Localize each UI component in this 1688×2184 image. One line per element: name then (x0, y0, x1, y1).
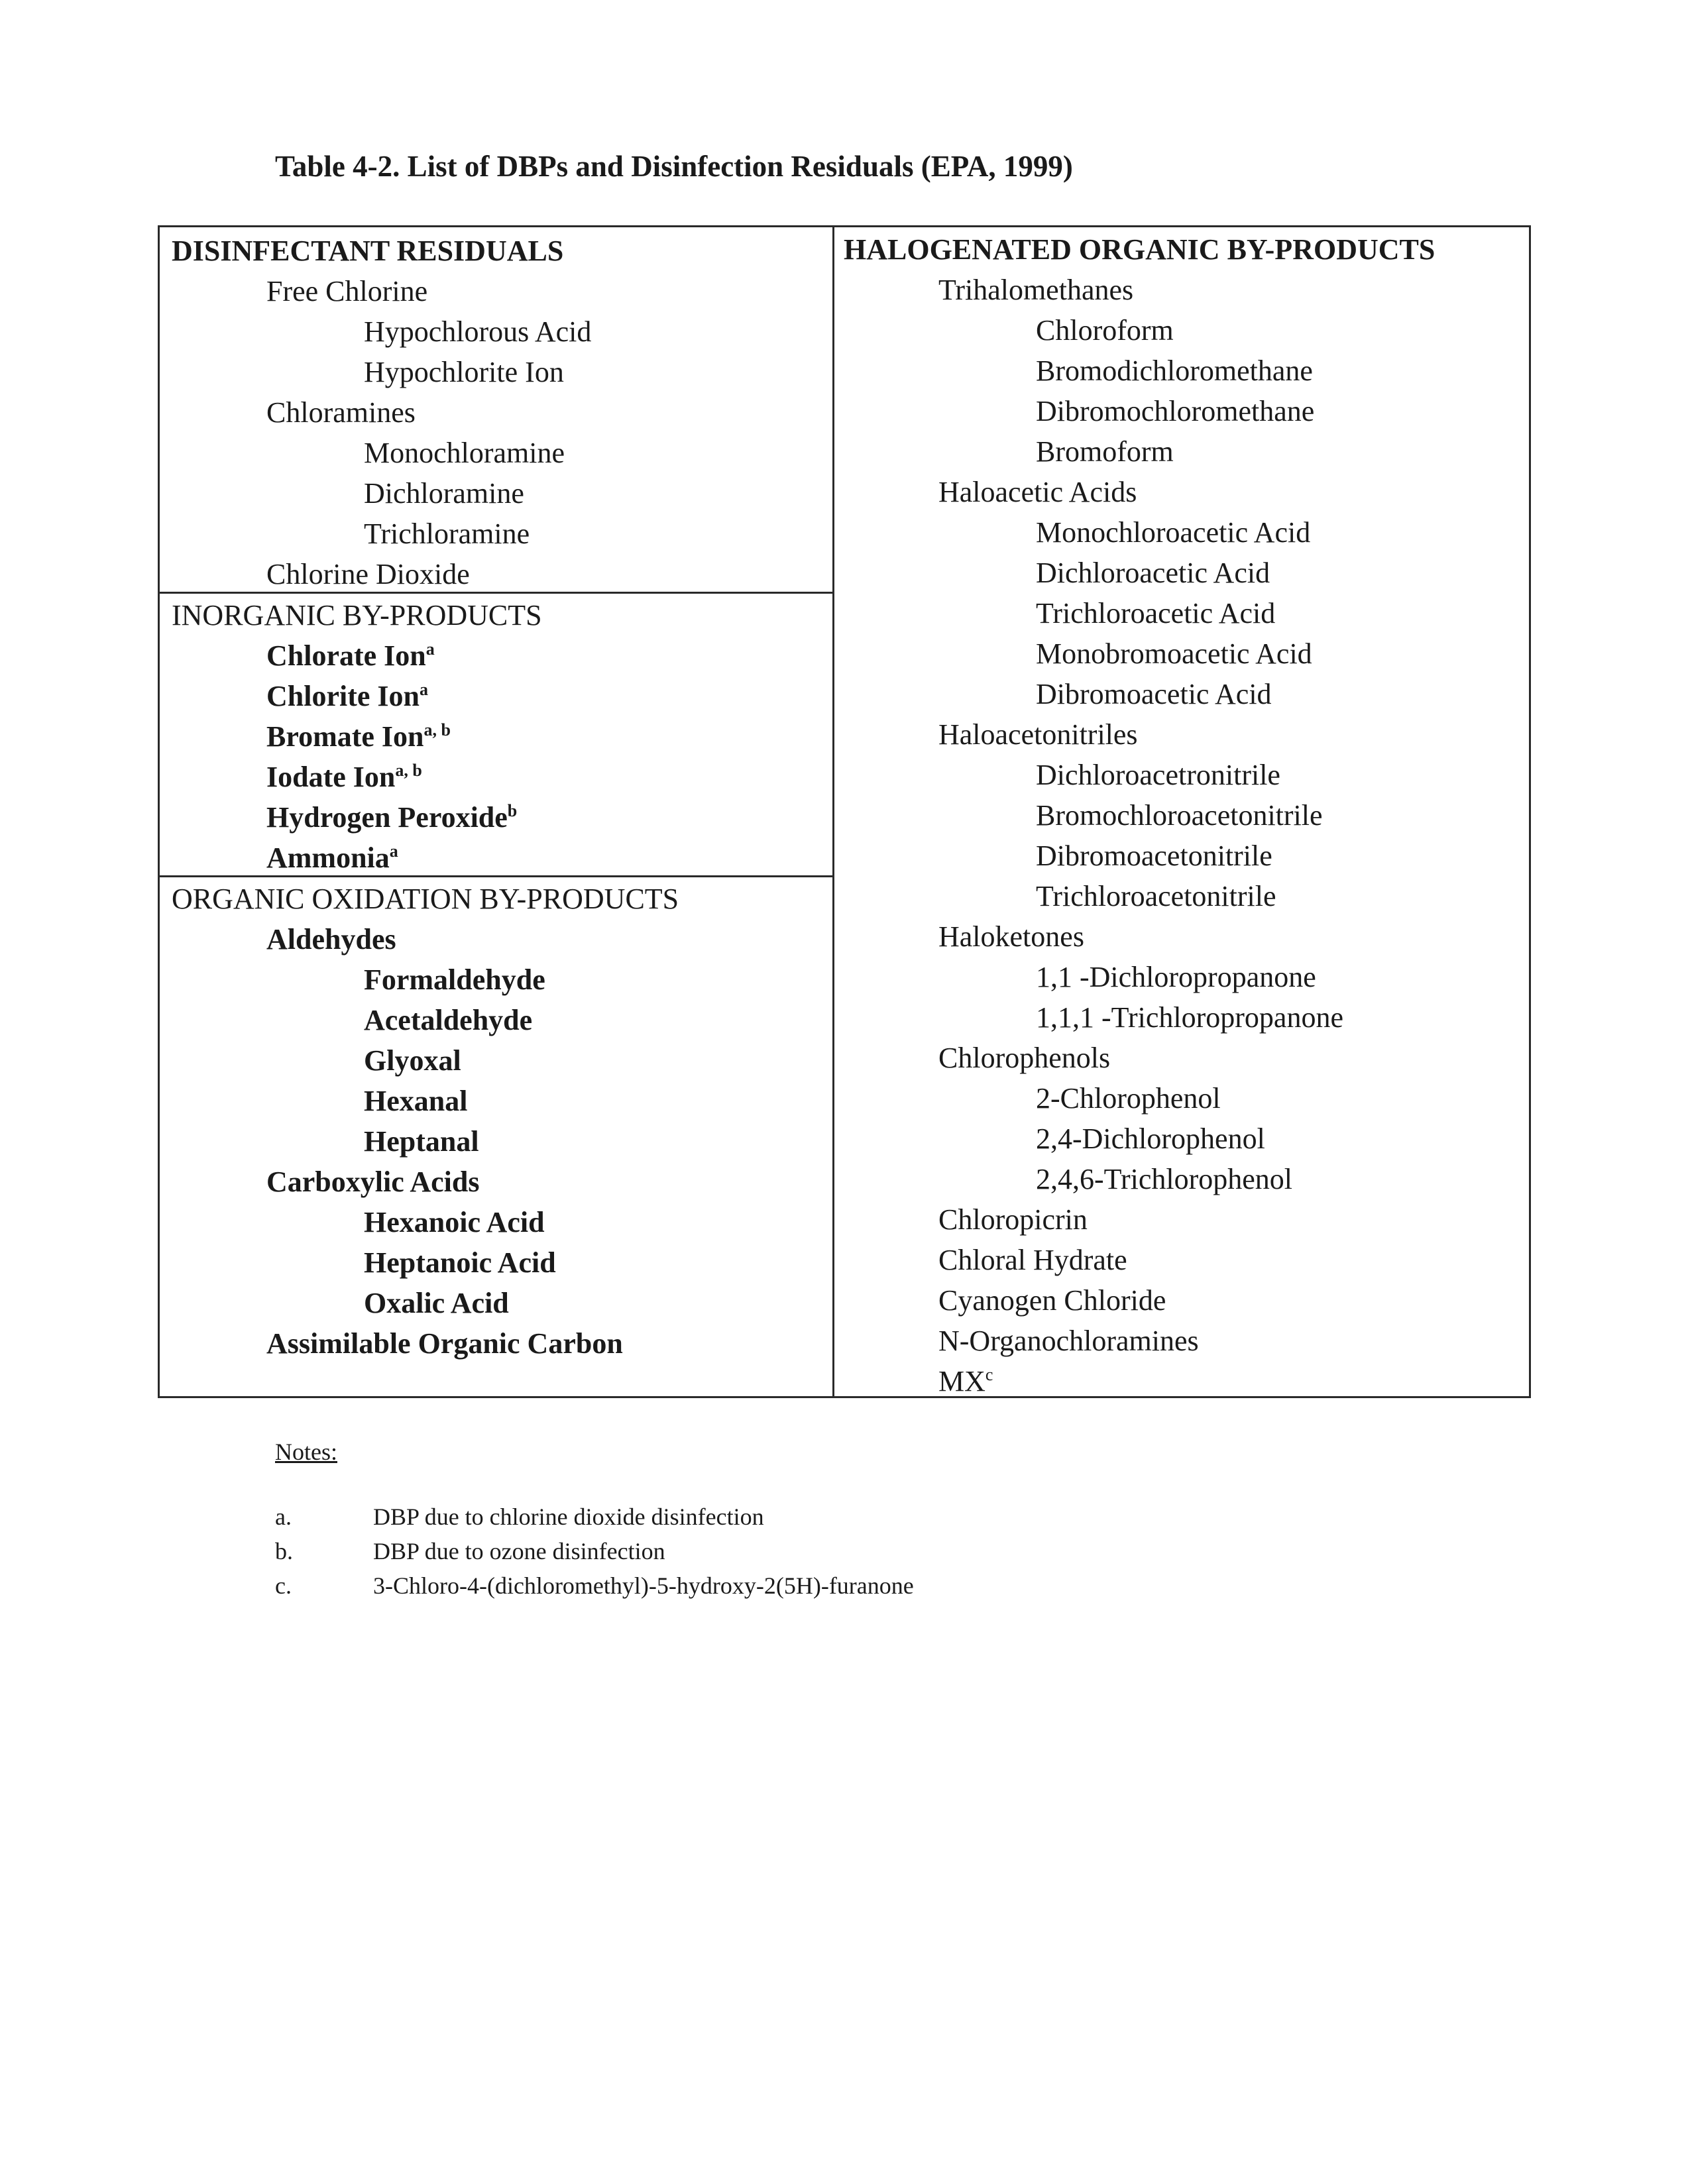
list-item (844, 512, 1435, 553)
item-label: Hexanoic Acid (364, 1206, 545, 1238)
footnote-marker: a, b (395, 761, 422, 780)
item-label: Iodate Ion (266, 761, 396, 793)
inorganic-by-products-header: INORGANIC BY-PRODUCTS (172, 599, 542, 631)
list-item (844, 431, 1435, 472)
item-label: Dichloramine (364, 477, 524, 510)
list-item (172, 433, 591, 473)
note-key: c. (275, 1572, 292, 1599)
list-item (844, 593, 1435, 633)
footnote-marker: a (420, 680, 428, 699)
list-item (844, 633, 1435, 674)
list-item (172, 797, 542, 838)
item-label: Bromate Ion (266, 720, 424, 753)
list-item (844, 1280, 1435, 1321)
list-item (172, 1000, 679, 1040)
item-label: Dibromochloromethane (1036, 395, 1315, 427)
list-item (172, 838, 542, 878)
list-item (172, 554, 591, 594)
item-label: Dichloroacetronitrile (1036, 759, 1280, 791)
list-item (844, 1078, 1435, 1119)
list-item (844, 674, 1435, 714)
list-item (844, 553, 1435, 593)
list-item (172, 473, 591, 514)
item-label: Chloropicrin (938, 1203, 1088, 1236)
item-label: Acetaldehyde (364, 1004, 533, 1036)
item-label: Trichloroacetonitrile (1036, 880, 1276, 912)
item-label: Trihalomethanes (938, 274, 1134, 306)
item-label: Trichloroacetic Acid (1036, 597, 1276, 629)
organic-oxidation-list (172, 919, 679, 1364)
list-item (172, 1081, 679, 1121)
list-item (844, 997, 1435, 1038)
list-item (172, 352, 591, 392)
list-item (172, 959, 679, 1000)
item-label: Chloramines (266, 396, 416, 429)
list-item (844, 957, 1435, 997)
list-item (172, 716, 542, 757)
note-text: DBP due to ozone disinfection (373, 1538, 665, 1564)
item-label: Assimilable Organic Carbon (266, 1327, 623, 1360)
item-label: Glyoxal (364, 1044, 461, 1077)
list-item (172, 1242, 679, 1283)
list-item (172, 1202, 679, 1242)
list-item (844, 472, 1435, 512)
footnote-marker: b (507, 801, 518, 820)
footnote-marker: c (985, 1365, 993, 1384)
list-item (172, 1323, 679, 1364)
item-label: Free Chlorine (266, 275, 428, 307)
list-item (844, 1119, 1435, 1159)
list-item (844, 916, 1435, 957)
item-label: Chloral Hydrate (938, 1244, 1127, 1276)
item-label: Formaldehyde (364, 963, 545, 996)
footnote-marker: a, b (423, 720, 451, 739)
item-label: Ammonia (266, 842, 390, 874)
list-item (844, 391, 1435, 431)
item-label: Dibromoacetonitrile (1036, 840, 1272, 872)
list-item (844, 351, 1435, 391)
halogenated-header: HALOGENATED ORGANIC BY-PRODUCTS (844, 233, 1435, 266)
item-label: Cyanogen Chloride (938, 1284, 1166, 1317)
list-item (172, 676, 542, 716)
list-item (172, 919, 679, 959)
list-item (844, 755, 1435, 795)
list-item (172, 757, 542, 797)
note-text: DBP due to chlorine dioxide disinfection (373, 1503, 764, 1530)
item-label: Monobromoacetic Acid (1036, 637, 1312, 670)
note-key: b. (275, 1538, 293, 1564)
item-label: Hexanal (364, 1085, 468, 1117)
item-label: Dichloroacetic Acid (1036, 557, 1270, 589)
item-label: 1,1 -Dichloropropanone (1036, 961, 1316, 993)
item-label: 1,1,1 -Trichloropropanone (1036, 1001, 1343, 1034)
dbp-table (158, 225, 1531, 1398)
footnote-marker: a (425, 639, 435, 659)
list-item (844, 876, 1435, 916)
item-label: Monochloroacetic Acid (1036, 516, 1311, 549)
list-item (844, 1199, 1435, 1240)
notes-label: Notes: (275, 1439, 337, 1465)
list-item (844, 714, 1435, 755)
note-key: a. (275, 1503, 292, 1530)
item-label: Chlorine Dioxide (266, 558, 470, 590)
item-label: 2,4-Dichlorophenol (1036, 1122, 1265, 1155)
item-label: Hypochlorite Ion (364, 356, 564, 388)
item-label: Hypochlorous Acid (364, 315, 592, 348)
list-item (172, 1040, 679, 1081)
item-label: Carboxylic Acids (266, 1166, 480, 1198)
list-item (844, 1321, 1435, 1361)
inorganic-section (172, 595, 542, 878)
list-item (172, 514, 591, 554)
list-item (172, 1283, 679, 1323)
item-label: MX (938, 1365, 985, 1397)
item-label: Hydrogen Peroxide (266, 801, 508, 834)
list-item (844, 1159, 1435, 1199)
item-label: Oxalic Acid (364, 1287, 509, 1319)
item-label: Bromochloroacetonitrile (1036, 799, 1323, 832)
item-label: Bromoform (1036, 435, 1174, 468)
notes-section (275, 1438, 914, 1599)
item-label: Chlorate Ion (266, 639, 426, 672)
item-label: Heptanoic Acid (364, 1246, 556, 1279)
list-item (844, 836, 1435, 876)
list-item (172, 1121, 679, 1162)
disinfectant-residuals-header: DISINFECTANT RESIDUALS (172, 235, 564, 267)
inorganic-by-products-list (172, 635, 542, 878)
list-item (172, 271, 591, 311)
list-item (844, 1038, 1435, 1078)
item-label: 2-Chlorophenol (1036, 1082, 1221, 1115)
item-label: Bromodichloromethane (1036, 355, 1313, 387)
halogenated-by-products-list (844, 270, 1435, 1401)
item-label: Chlorophenols (938, 1042, 1111, 1074)
item-label: Haloketones (938, 920, 1084, 953)
list-item (844, 310, 1435, 351)
list-item (844, 1361, 1435, 1401)
item-label: 2,4,6-Trichlorophenol (1036, 1163, 1293, 1195)
list-item (172, 635, 542, 676)
item-label: Trichloramine (364, 518, 530, 550)
left-column (172, 231, 591, 594)
item-label: Chlorite Ion (266, 680, 420, 712)
list-item (172, 1162, 679, 1202)
item-label: Aldehydes (266, 923, 396, 956)
item-label: Chloroform (1036, 314, 1174, 347)
list-item (172, 392, 591, 433)
column-divider (832, 227, 834, 1396)
item-label: Haloacetic Acids (938, 476, 1137, 508)
item-label: Dibromoacetic Acid (1036, 678, 1272, 710)
item-label: N-Organochloramines (938, 1325, 1199, 1357)
right-column (844, 229, 1435, 1401)
item-label: Monochloramine (364, 437, 565, 469)
list-item (844, 1240, 1435, 1280)
list-item (844, 270, 1435, 310)
organic-section (172, 879, 679, 1364)
list-item (172, 311, 591, 352)
item-label: Haloacetonitriles (938, 718, 1138, 751)
item-label: Heptanal (364, 1125, 479, 1158)
table-title: Table 4-2. List of DBPs and Disinfection Residuals (EPA, 1999) (275, 150, 1073, 183)
organic-oxidation-header: ORGANIC OXIDATION BY-PRODUCTS (172, 883, 679, 915)
disinfectant-residuals-list (172, 271, 591, 594)
note-text: 3-Chloro-4-(dichloromethyl)-5-hydroxy-2(5H)-furanone (373, 1572, 914, 1599)
list-item (844, 795, 1435, 836)
footnote-marker: a (389, 842, 398, 861)
